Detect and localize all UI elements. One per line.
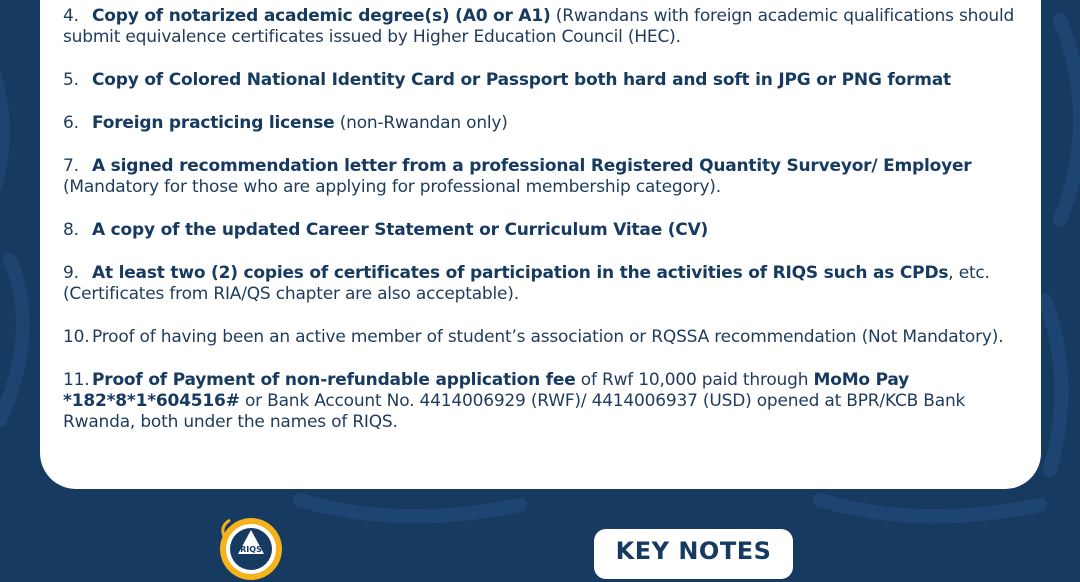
requirement-item bbox=[63, 156, 1018, 198]
requirement-item bbox=[63, 113, 1018, 134]
item-bold-text: Proof of Payment of non-refundable application fee bbox=[92, 370, 576, 390]
item-bold-text: A copy of the updated Career Statement or Curriculum Vitae (CV) bbox=[92, 220, 709, 240]
item-text: of Rwf 10,000 paid through bbox=[575, 370, 814, 390]
list-gap bbox=[63, 348, 1018, 370]
requirement-item bbox=[63, 370, 1018, 433]
requirements-list bbox=[63, 6, 1018, 433]
item-bold-text: At least two (2) copies of certificates of participation in the activities of RIQS such as CPDs bbox=[92, 263, 949, 283]
item-text: (Rwandans with foreign academic qualifications should submit equivalence certificates issued by Higher Education Council (HEC). bbox=[63, 6, 1015, 47]
item-text: Proof of having been an active member of student’s association or RQSSA recommendation (Not Mandatory). bbox=[92, 327, 1004, 347]
item-text: (Mandatory for those who are applying for professional membership category). bbox=[63, 177, 721, 197]
requirement-item bbox=[63, 220, 1018, 241]
item-bold-text: MoMo Pay *182*8*1*604516# bbox=[63, 370, 910, 411]
item-number: 4. bbox=[63, 6, 79, 26]
item-bold-text: Copy of Colored National Identity Card or Passport both hard and soft in JPG or PNG format bbox=[92, 70, 951, 90]
item-number: 11. bbox=[63, 370, 90, 390]
requirement-item bbox=[63, 70, 1018, 91]
item-text: or Bank Account No. 4414006929 (RWF)/ 4414006937 (USD) opened at BPR/KCB Bank Rwanda, both under the names of RIQS. bbox=[63, 391, 966, 432]
item-number: 6. bbox=[63, 113, 79, 133]
item-text: (non-Rwandan only) bbox=[334, 113, 508, 133]
item-number: 7. bbox=[63, 156, 79, 176]
requirement-item bbox=[63, 327, 1018, 348]
item-bold-text: Copy of notarized academic degree(s) (A0 or A1) bbox=[92, 6, 551, 26]
list-gap bbox=[63, 134, 1018, 156]
key-notes-label: KEY NOTES bbox=[615, 537, 772, 565]
list-gap bbox=[63, 91, 1018, 113]
list-gap bbox=[63, 48, 1018, 70]
item-bold-text: Foreign practicing license bbox=[92, 113, 335, 133]
requirement-item bbox=[63, 263, 1018, 305]
item-bold-text: A signed recommendation letter from a professional Registered Quantity Surveyor/ Employer bbox=[92, 156, 972, 176]
list-gap bbox=[63, 241, 1018, 263]
riqs-logo bbox=[218, 516, 284, 582]
item-number: 9. bbox=[63, 263, 79, 283]
item-text: , etc. (Certificates from RIA/QS chapter are also acceptable). bbox=[63, 263, 990, 304]
item-number: 10. bbox=[63, 327, 90, 347]
logo-text: RIQS bbox=[240, 545, 262, 554]
item-number: 8. bbox=[63, 220, 79, 240]
list-gap bbox=[63, 305, 1018, 327]
list-gap bbox=[63, 198, 1018, 220]
item-number: 5. bbox=[63, 70, 79, 90]
key-notes-badge bbox=[594, 529, 793, 579]
requirements-card bbox=[40, 0, 1041, 489]
requirement-item bbox=[63, 6, 1018, 48]
